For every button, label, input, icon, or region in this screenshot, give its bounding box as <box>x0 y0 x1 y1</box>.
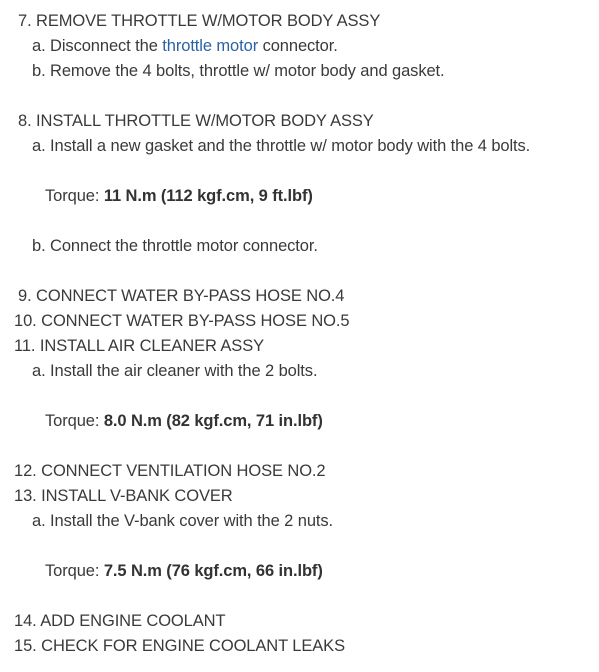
step-10-heading <box>14 311 349 331</box>
step-13-torque <box>45 561 323 581</box>
step-number: 7. <box>18 12 32 30</box>
step-title: REMOVE THROTTLE W/MOTOR BODY ASSY <box>36 12 381 30</box>
step-7a-suffix: connector. <box>258 37 338 55</box>
step-11-heading <box>14 336 264 356</box>
step-number: 10. <box>14 312 37 330</box>
step-12-heading <box>14 461 326 481</box>
step-number: 9. <box>18 287 32 305</box>
step-8-torque <box>45 186 313 206</box>
step-11a: a. Install the air cleaner with the 2 bolts. <box>32 362 318 380</box>
step-title: CONNECT WATER BY-PASS HOSE NO.5 <box>41 312 350 330</box>
step-7b: b. Remove the 4 bolts, throttle w/ motor body and gasket. <box>32 62 445 80</box>
step-number: 13. <box>14 487 37 505</box>
step-title: INSTALL V-BANK COVER <box>41 487 233 505</box>
torque-value: 7.5 N.m (76 kgf.cm, 66 in.lbf) <box>103 562 323 580</box>
step-7a <box>32 36 338 56</box>
torque-label: Torque: <box>45 412 104 430</box>
step-title: ADD ENGINE COOLANT <box>40 612 226 630</box>
torque-value: 8.0 N.m (82 kgf.cm, 71 in.lbf) <box>103 412 323 430</box>
torque-label: Torque: <box>45 562 104 580</box>
step-number: 12. <box>14 462 37 480</box>
torque-label: Torque: <box>45 187 104 205</box>
step-title: CHECK FOR ENGINE COOLANT LEAKS <box>41 637 345 655</box>
step-8a: a. Install a new gasket and the throttle w/ motor body with the 4 bolts. <box>32 137 531 155</box>
step-15-heading <box>14 636 345 656</box>
step-14-heading <box>14 611 225 631</box>
step-7-heading <box>18 11 380 31</box>
throttle-motor-link[interactable]: throttle motor <box>162 37 259 55</box>
step-13a: a. Install the V-bank cover with the 2 nuts. <box>32 512 334 530</box>
step-9-heading <box>18 286 344 306</box>
step-number: 8. <box>18 112 32 130</box>
step-number: 15. <box>14 637 37 655</box>
step-title: CONNECT WATER BY-PASS HOSE NO.4 <box>36 287 345 305</box>
torque-value: 11 N.m (112 kgf.cm, 9 ft.lbf) <box>103 187 313 205</box>
step-number: 11. <box>14 337 36 355</box>
step-title: CONNECT VENTILATION HOSE NO.2 <box>41 462 326 480</box>
step-8b: b. Connect the throttle motor connector. <box>32 237 318 255</box>
step-number: 14. <box>14 612 37 630</box>
step-11-torque <box>45 411 323 431</box>
step-13-heading <box>14 486 233 506</box>
step-title: INSTALL THROTTLE W/MOTOR BODY ASSY <box>36 112 374 130</box>
step-7a-prefix: a. Disconnect the <box>32 37 163 55</box>
step-8-heading <box>18 111 374 131</box>
step-title: INSTALL AIR CLEANER ASSY <box>39 337 265 355</box>
